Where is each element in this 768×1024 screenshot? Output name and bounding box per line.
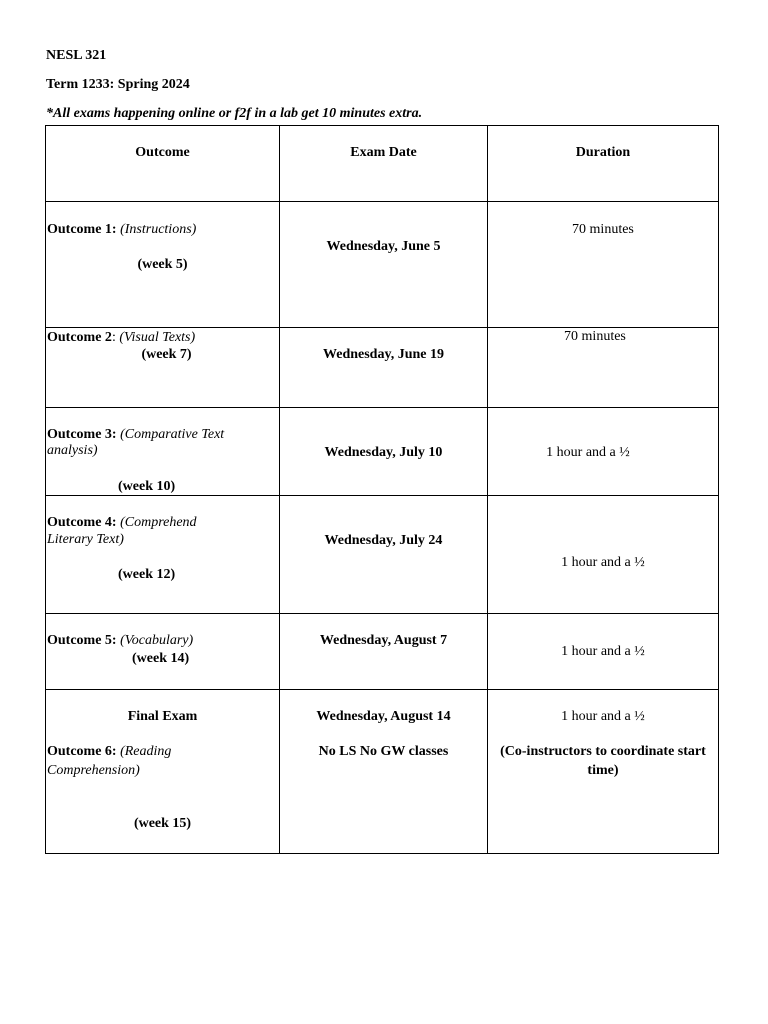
exam-duration: 1 hour and a ½ (546, 445, 630, 460)
header-exam-date-label: Exam Date (350, 145, 417, 160)
duration-cell (487, 496, 718, 614)
table-row (46, 614, 719, 690)
duration-cell (487, 408, 718, 496)
duration-note: (Co-instructors to coordinate start (500, 744, 706, 759)
outcome-title: Outcome 3: (Comparative Text (47, 427, 225, 442)
duration-cell (487, 690, 718, 854)
exam-date-cell (280, 496, 488, 614)
outcome-cell (46, 496, 280, 614)
outcome-title: Outcome 6: (Reading (47, 744, 172, 759)
outcome-title: Outcome 2: (Visual Texts) (47, 330, 196, 345)
exam-duration: 1 hour and a ½ (561, 555, 645, 570)
table-row (46, 328, 719, 408)
exam-schedule-table (45, 125, 719, 854)
exam-date: Wednesday, June 19 (323, 347, 444, 362)
header-duration-label: Duration (575, 145, 631, 160)
outcome-title-continued: Comprehension) (47, 763, 140, 778)
outcome-cell (46, 328, 280, 408)
exam-duration: 1 hour and a ½ (561, 709, 645, 724)
duration-cell (487, 328, 718, 408)
outcome-title: Outcome 5: (Vocabulary) (47, 633, 194, 648)
outcome-week: (week 10) (118, 479, 176, 494)
exam-date: Wednesday, July 24 (324, 533, 443, 548)
outcome-week: (week 5) (137, 257, 188, 272)
header-cell-outcome (46, 126, 280, 202)
table-row (46, 690, 719, 854)
exam-date-cell (280, 408, 488, 496)
outcome-week: (week 15) (133, 816, 192, 831)
outcome-title-continued: Literary Text) (47, 532, 124, 547)
exam-date-cell (280, 614, 488, 690)
term-label: Term 1233: Spring 2024 (46, 77, 190, 92)
exam-duration: 70 minutes (564, 329, 626, 344)
course-code: NESL 321 (46, 48, 107, 63)
outcome-week: (week 7) (141, 347, 192, 362)
duration-cell (487, 202, 718, 328)
header-cell-duration (487, 126, 718, 202)
header-outcome-label: Outcome (135, 145, 190, 160)
exam-date-cell (280, 690, 488, 854)
exam-time-note: *All exams happening online or f2f in a lab get 10 minutes extra. (46, 106, 423, 121)
exam-date: Wednesday, August 14 (316, 709, 451, 724)
table-row (46, 202, 719, 328)
exam-date: Wednesday, August 7 (319, 633, 448, 648)
outcome-title-continued: analysis) (47, 443, 98, 458)
table-row (46, 496, 719, 614)
outcome-cell (46, 202, 280, 328)
exam-duration: 1 hour and a ½ (561, 644, 645, 659)
outcome-week: (week 14) (132, 651, 190, 666)
exam-date: Wednesday, June 5 (326, 239, 441, 254)
header-cell-exam-date (280, 126, 488, 202)
table-row (46, 408, 719, 496)
outcome-cell (46, 614, 280, 690)
outcome-title: Outcome 4: (Comprehend (47, 515, 197, 530)
outcome-cell (46, 408, 280, 496)
table-header-row (46, 126, 719, 202)
exam-date: Wednesday, July 10 (324, 445, 443, 460)
duration-note-continued: time) (587, 763, 619, 778)
duration-cell (487, 614, 718, 690)
outcome-title: Outcome 1: (Instructions) (47, 222, 197, 237)
exam-date-note: No LS No GW classes (318, 744, 449, 759)
exam-date-cell (280, 328, 488, 408)
exam-duration: 70 minutes (572, 222, 634, 237)
outcome-cell (46, 690, 280, 854)
exam-date-cell (280, 202, 488, 328)
outcome-week: (week 12) (118, 567, 176, 582)
final-exam-title: Final Exam (127, 709, 198, 724)
